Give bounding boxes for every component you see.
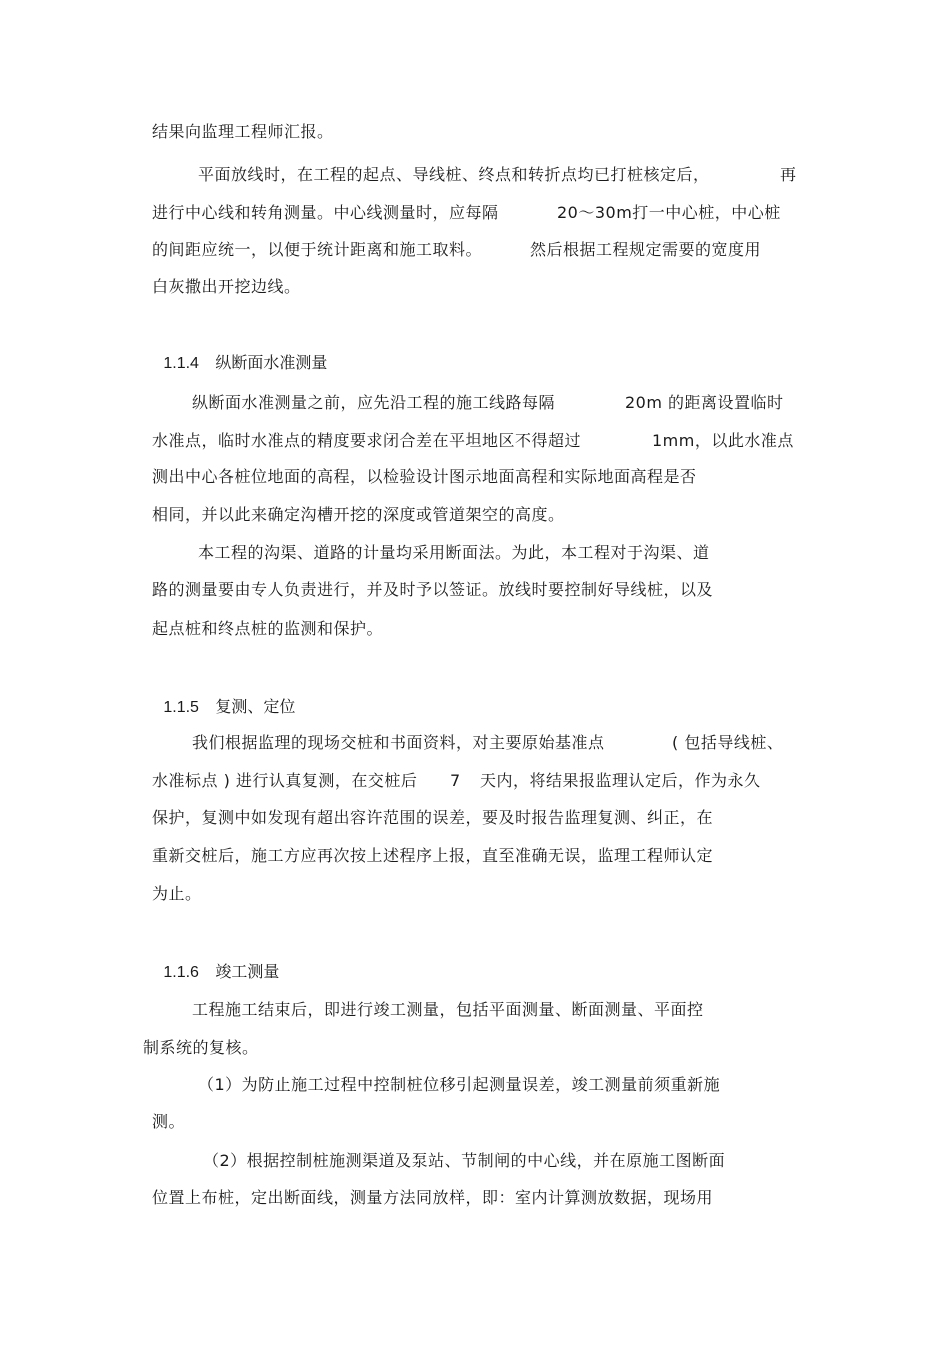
section-heading-1-1-4 bbox=[143, 333, 327, 394]
list-item-1: （1）为防止施工过程中控制桩位移引起测量误差，竣工测量前须重新施 bbox=[198, 1075, 721, 1094]
paragraph-line: 制系统的复核。 bbox=[143, 1038, 259, 1057]
paragraph-line: 起点桩和终点桩的监测和保护。 bbox=[152, 619, 384, 638]
paragraph-line: 相同，并以此来确定沟槽开挖的深度或管道架空的高度。 bbox=[152, 505, 565, 524]
paragraph-line: 的间距应统一，以便于统计距离和施工取料。 bbox=[152, 240, 483, 259]
paragraph-line: 天内，将结果报监理认定后，作为永久 bbox=[480, 771, 761, 790]
list-item-2: （2）根据控制桩施测渠道及泵站、节制闸的中心线，并在原施工图断面 bbox=[203, 1151, 726, 1170]
paragraph-line: 再 bbox=[780, 165, 797, 184]
paragraph-line: 纵断面水准测量之前，应先沿工程的施工线路每隔 bbox=[192, 393, 556, 412]
paragraph-line: 路的测量要由专人负责进行，并及时予以签证。放线时要控制好导线桩，以及 bbox=[152, 580, 714, 599]
paragraph-line: 我们根据监理的现场交桩和书面资料，对主要原始基准点 bbox=[192, 733, 605, 752]
paragraph-line: 结果向监理工程师汇报。 bbox=[152, 122, 334, 141]
section-heading-1-1-5 bbox=[143, 677, 295, 738]
paragraph-line: 水准点，临时水准点的精度要求闭合差在平坦地区不得超过 bbox=[152, 431, 582, 450]
paragraph-line: 工程施工结束后，即进行竣工测量，包括平面测量、断面测量、平面控 bbox=[192, 1000, 704, 1019]
paragraph-line: 测出中心各桩位地面的高程，以检验设计图示地面高程和实际地面高程是否 bbox=[152, 467, 697, 486]
paragraph-line: 位置上布桩，定出断面线，测量方法同放样，即：室内计算测放数据，现场用 bbox=[152, 1188, 714, 1207]
section-number: 1.1.4 bbox=[163, 355, 199, 372]
paragraph-line: 保护，复测中如发现有超出容许范围的误差，要及时报告监理复测、纠正，在 bbox=[152, 808, 714, 827]
section-title: 竣工测量 bbox=[215, 962, 280, 981]
section-number: 1.1.6 bbox=[163, 964, 199, 981]
paragraph-line: 重新交桩后，施工方应再次按上述程序上报，直至准确无误，监理工程师认定 bbox=[152, 846, 714, 865]
section-title: 复测、定位 bbox=[215, 697, 296, 716]
paragraph-line: 1mm，以此水准点 bbox=[652, 431, 794, 450]
paragraph-line: 水准标点 ) 进行认真复测，在交桩后 bbox=[152, 771, 418, 790]
paragraph-line: 本工程的沟渠、道路的计量均采用断面法。为此，本工程对于沟渠、道 bbox=[198, 543, 710, 562]
paragraph-line: 白灰撒出开挖边线。 bbox=[152, 277, 301, 296]
paragraph-line: ( 包括导线桩、 bbox=[672, 733, 784, 752]
section-number: 1.1.5 bbox=[163, 699, 199, 716]
paragraph-line: 20m 的距离设置临时 bbox=[625, 393, 784, 412]
paragraph-line: 7 bbox=[450, 771, 461, 790]
paragraph-line: 进行中心线和转角测量。中心线测量时，应每隔 bbox=[152, 203, 499, 222]
paragraph-line: 然后根据工程规定需要的宽度用 bbox=[530, 240, 762, 259]
section-heading-1-1-6 bbox=[143, 942, 279, 1003]
paragraph-line: 为止。 bbox=[152, 884, 202, 903]
section-title: 纵断面水准测量 bbox=[215, 353, 328, 372]
paragraph-line: 测。 bbox=[152, 1112, 186, 1131]
paragraph-line: 平面放线时，在工程的起点、导线桩、终点和转折点均已打桩核定后， bbox=[198, 165, 710, 184]
paragraph-line: 20～30m打一中心桩，中心桩 bbox=[557, 203, 781, 222]
